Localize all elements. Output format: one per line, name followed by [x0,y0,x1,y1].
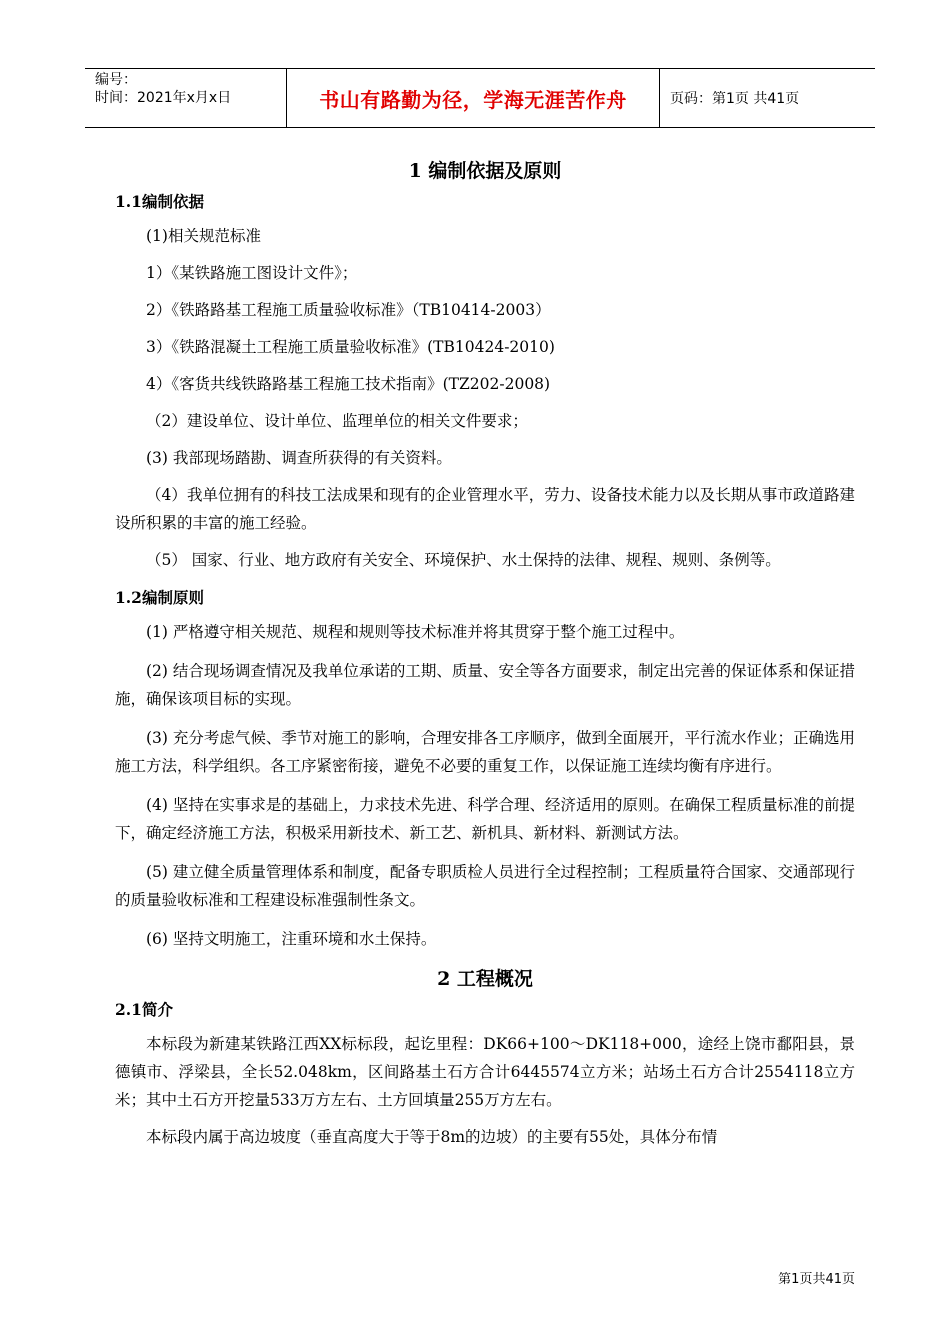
paragraph: (6) 坚持文明施工，注重环境和水土保持。 [146,930,437,948]
page-header [85,68,875,128]
paragraph: 3）《铁路混凝土工程施工质量验收标准》(TB10424-2010) [146,338,555,356]
section-2-title: 2 工程概况 [437,968,533,990]
header-meta [85,69,287,127]
paragraph: (4) 坚持在实事求是的基础上，力求技术先进、科学合理、经济适用的原则。在确保工程质量标准的前提下，确定经济施工方法，积极采用新技术、新工艺、新机具、新材料、新测试方法。 [115,796,855,842]
paragraph: （2）建设单位、设计单位、监理单位的相关文件要求； [146,412,528,430]
paragraph: （5） 国家、行业、地方政府有关安全、环境保护、水土保持的法律、规程、规则、条例等。 [146,551,781,569]
paragraph: 本标段内属于高边坡度（垂直高度大于等于8m的边坡）的主要有55处，具体分布情 [146,1128,718,1146]
paragraph: (5) 建立健全质量管理体系和制度，配备专职质检人员进行全过程控制；工程质量符合国家、交通部现行的质量验收标准和工程建设标准强制性条文。 [115,863,855,909]
section-1-title: 1 编制依据及原则 [408,160,562,182]
document-time: 时间：2021年x月x日 [95,90,232,106]
page-footer: 第1页共41页 [778,1272,855,1287]
paragraph: (1)相关规范标准 [146,227,261,245]
paragraph: 本标段为新建某铁路江西XX标标段，起讫里程：DK66+100～DK118+000，途经上饶市鄱阳县，景德镇市、浮梁县，全长52.048km，区间路基土石方合计6445574立方米；站场土石方合计2554118立方米；其中土石方开挖量533万方左右、土方回填量255万方左右。 [115,1035,855,1109]
section-2-1-title: 2.1简介 [115,1000,173,1019]
document-number: 编号： [95,72,137,88]
paragraph: (3) 充分考虑气候、季节对施工的影响，合理安排各工序顺序，做到全面展开，平行流水作业；正确选用施工方法，科学组织。各工序紧密衔接，避免不必要的重复工作，以保证施工连续均衡有序进行。 [115,729,855,775]
section-1-2-title: 1.2编制原则 [115,588,204,607]
paragraph: 1）《某铁路施工图设计文件》； [146,264,358,282]
header-page-info: 页码：第1页 共41页 [670,91,800,107]
paragraph: （4）我单位拥有的科技工法成果和现有的企业管理水平，劳力、设备技术能力以及长期从事市政道路建设所积累的丰富的施工经验。 [115,486,855,532]
section-1-1-title: 1.1编制依据 [115,192,204,211]
document-body [115,150,855,1160]
header-motto: 书山有路勤为径，学海无涯苦作舟 [287,69,660,127]
paragraph: (2) 结合现场调查情况及我单位承诺的工期、质量、安全等各方面要求，制定出完善的保证体系和保证措施，确保该项目标的实现。 [115,662,855,708]
paragraph: 4）《客货共线铁路路基工程施工技术指南》(TZ202-2008) [146,375,551,393]
paragraph: (1) 严格遵守相关规范、规程和规则等技术标准并将其贯穿于整个施工过程中。 [146,623,685,641]
paragraph: (3) 我部现场踏勘、调查所获得的有关资料。 [146,449,452,467]
paragraph: 2）《铁路路基工程施工质量验收标准》（TB10414-2003） [146,301,551,319]
